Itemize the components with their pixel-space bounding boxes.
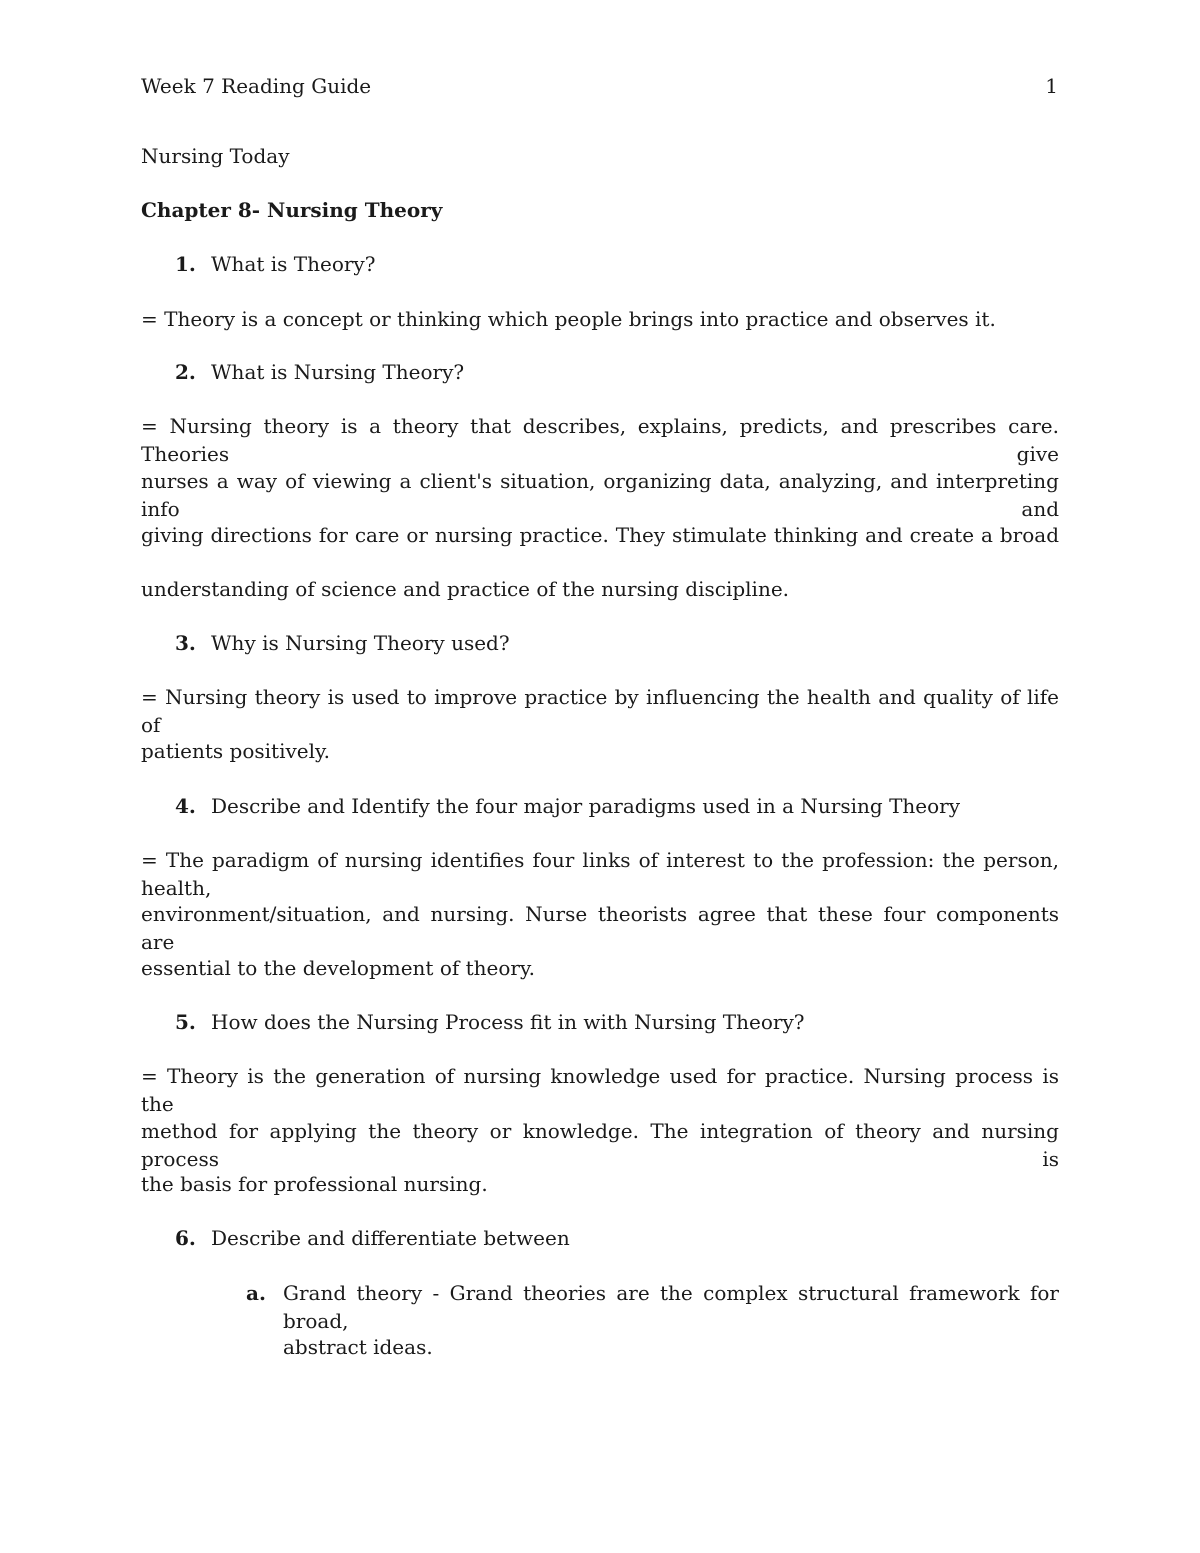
question-number: 3.	[175, 631, 196, 655]
question-number: 1.	[175, 252, 196, 276]
sub-item-line: Grand theory - Grand theories are the complex structural framework for broad,	[283, 1281, 1059, 1333]
answer-line: essential to the development of theory.	[141, 956, 535, 980]
sub-item	[246, 1279, 1059, 1363]
question-number: 6.	[175, 1226, 196, 1250]
question-text: Describe and differentiate between	[211, 1226, 570, 1250]
question-text: What is Theory?	[211, 252, 376, 276]
question-item	[175, 358, 464, 386]
answer-line: environment/situation, and nursing. Nurse theorists agree that these four components are	[141, 902, 1059, 954]
question-item	[175, 250, 375, 278]
sub-item-letter: a.	[246, 1281, 266, 1305]
question-text: Describe and Identify the four major paradigms used in a Nursing Theory	[211, 794, 961, 818]
page-number: 1	[1045, 74, 1058, 98]
question-text: What is Nursing Theory?	[211, 360, 465, 384]
answer-line: nurses a way of viewing a client's situation, organizing data, analyzing, and interpreting info and	[141, 469, 1059, 521]
answer-line: = Nursing theory is a theory that describes, explains, predicts, and prescribes care. Theories give	[141, 414, 1059, 466]
question-number: 4.	[175, 794, 196, 818]
question-item	[175, 629, 510, 657]
question-number: 5.	[175, 1010, 196, 1034]
question-item	[175, 1224, 570, 1252]
running-head: Week 7 Reading Guide	[141, 74, 372, 98]
answer-line: understanding of science and practice of the nursing discipline.	[141, 577, 790, 601]
question-text: How does the Nursing Process fit in with Nursing Theory?	[211, 1010, 805, 1034]
answer-line: = Theory is a concept or thinking which people brings into practice and observes it.	[141, 307, 996, 331]
question-text: Why is Nursing Theory used?	[211, 631, 510, 655]
answer-line: giving directions for care or nursing practice. They stimulate thinking and create a broad	[141, 523, 1059, 547]
question-number: 2.	[175, 360, 196, 384]
answer-line: = Theory is the generation of nursing knowledge used for practice. Nursing process is the	[141, 1064, 1059, 1116]
question-item	[175, 1008, 804, 1036]
answer-line: = The paradigm of nursing identifies four links of interest to the profession: the person, health,	[141, 848, 1059, 900]
answer-line: patients positively.	[141, 739, 331, 763]
sub-item-line: abstract ideas.	[283, 1335, 433, 1359]
answer-line: method for applying the theory or knowledge. The integration of theory and nursing process is	[141, 1119, 1059, 1171]
answer-line: = Nursing theory is used to improve practice by influencing the health and quality of life of	[141, 685, 1059, 737]
chapter-title: Chapter 8- Nursing Theory	[141, 198, 443, 222]
question-item	[175, 792, 960, 820]
course-title: Nursing Today	[141, 144, 290, 168]
answer-line: the basis for professional nursing.	[141, 1172, 488, 1196]
